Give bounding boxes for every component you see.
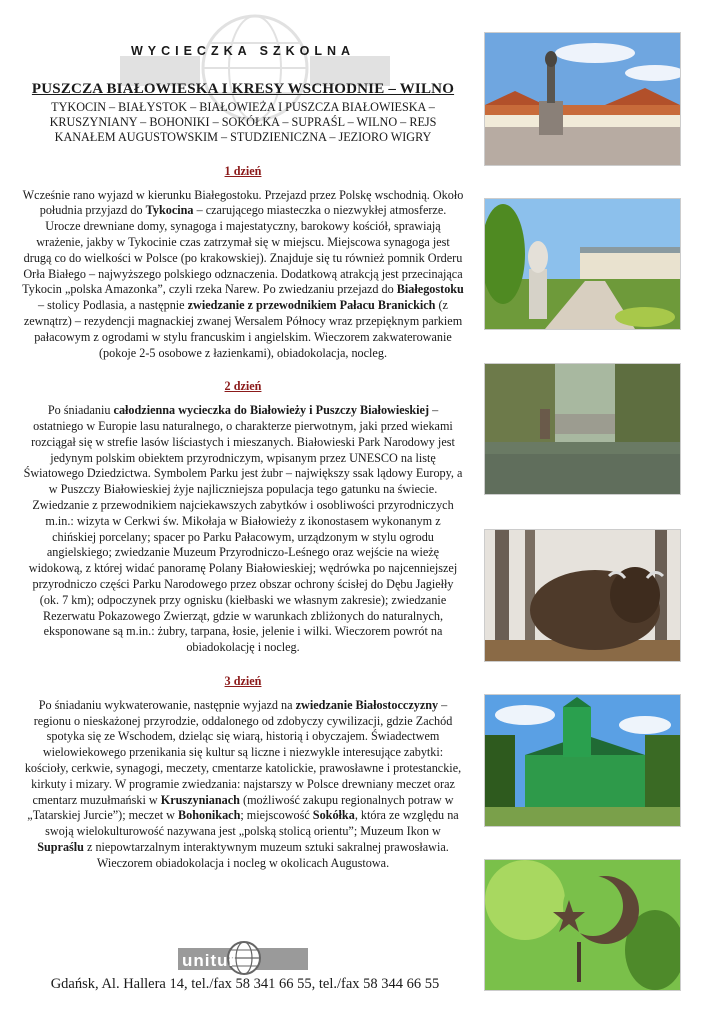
text-run: Po śniadaniu wykwaterowanie, następnie wyjazd na (38, 697, 296, 712)
route-list (22, 100, 464, 146)
photo-wooden-mosque (484, 694, 681, 827)
highlighted-phrase: Bohonikach (178, 808, 241, 823)
route-line: KRUSZYNIANY – BOHONIKI – SOKÓŁKA – SUPRAŚL – WILNO – REJS (49, 115, 437, 129)
text-run: (z zewnątrz) – rezydencji magnackiej zwanej Wersalem Północy wraz przepięknym parkiem pałacowym z ogrodami w stylu francuskim i angielskim. Wieczorem zakwaterowanie (pokoje 2-5 osobowe z łazienkami), obiadokolacja, nocleg. (23, 298, 463, 360)
day-3-text (22, 698, 464, 872)
photo-forest-pond (484, 363, 681, 495)
document-body (22, 38, 464, 871)
highlighted-phrase: zwiedzanie z przewodnikiem Pałacu Branickich (187, 298, 436, 313)
text-run: , która ze względu na swoją wielokulturowość nazywana jest „polską stolicą orientu”; Muzeum Ikon w (45, 808, 459, 839)
photo-palace-garden (484, 198, 681, 330)
text-run: – stolicy Podlasia, a następnie (38, 298, 188, 313)
day-1-text (22, 188, 464, 362)
highlighted-phrase: całodzienna wycieczka do Białowieży i Puszczy Białowieskiej (113, 403, 430, 418)
text-run: – ostatniego w Europie lasu naturalnego, o charakterze pierwotnym, jaki przed wiekami rozciągał się w strefie lasów liściastych i mieszanych. Białowieski Park Narodowy jest jedynym polskim obiektem przyrodniczym, wpisanym przez UNESCO na listę Światowego Dziedzictwa. Symbolem Parku jest żubr – największy ssak lądowy Europy, a w Puszczy Białowieskiej żyje najliczniejsza populacja tego gatunku na świecie. Zwiedzanie z przewodnikiem najciekawszych zabytków i osobliwości przyrodniczych m.in.: wizyta w Cerkwi św. Mikołaja w Białowieży z ikonostasem wykonanym z chińskiej porcelany; spacer po Parku Pałacowym, urządzonym w stylu ogrodu angielskiego; zwiedzanie Muzeum Przyrodniczo-Leśnego oraz wejście na wieżę widokową, z której widać panoramę Polany Białowieskiej; wędrówka po najcenniejszej przyrodniczo części Parku Narodowego przez obszar ochrony ścisłej do Dębu Jagiełły (ok. 7 km); odpoczynek przy ognisku (kiełbaski we własnym zakresie); zwiedzanie Rezerwatu Pokazowego Zwierząt, gdzie w warunkach zbliżonych do naturalnych, eksponowane są m.in.: żubry, tarpana, łosie, jelenie i wilki. Wieczorem powrót na obiadokolację i nocleg. (23, 403, 463, 655)
highlighted-phrase: Kruszynianach (160, 792, 240, 807)
highlighted-phrase: Białegostoku (396, 282, 464, 297)
highlighted-phrase: Sokółka (312, 808, 355, 823)
day-1-heading: 1 dzień (224, 163, 262, 178)
text-run: ; miejscowość (240, 808, 313, 823)
document-title: PUSZCZA BIAŁOWIESKA I KRESY WSCHODNIE – WILNO (31, 80, 455, 97)
text-run: (możliwość zakupu regionalnych potraw w „Tatarskiej Jurcie”); meczet w (27, 792, 454, 823)
photo-tykocin-square (484, 32, 681, 166)
text-run: – regionu o nieskażonej przyrodzie, oddalonego od zdobyczy cywilizacji, gdzie Zachód spotyka się ze Wschodem, dzieląc się wiarą, historią i obyczajem. Świadectwem wielowiekowego przenikania się kultur są liczne i niezwykle interesujące zabytki: kościoły, cerkwie, synagogi, meczety, cmentarze katolickie, prawosławne i protestanckie, kirkuty i mizary. W programie zwiedzania: najstarszy w Polsce drewniany meczet oraz cmentarz muzułmański w (24, 697, 462, 807)
day-2-heading: 2 dzień (224, 379, 262, 394)
unitur-logo (178, 938, 308, 976)
logo-text: unitur (182, 951, 237, 970)
day-2-text (22, 403, 464, 656)
route-line: KANAŁEM AUGUSTOWSKIM – STUDZIENICZNA – JEZIORO WIGRY (54, 130, 432, 145)
text-run: z niepowtarzalnym interaktywnym muzeum sztuki sakralnej prawosławia. Wieczorem obiadokolacja i nocleg w okolicach Augustowa. (83, 839, 449, 870)
footer-address: Gdańsk, Al. Hallera 14, tel./fax 58 341 66 55, tel./fax 58 344 66 55 (50, 976, 440, 992)
highlighted-phrase: zwiedzanie Białostocczyzny (295, 697, 439, 712)
day-3-heading: 3 dzień (224, 673, 262, 688)
photo-crescent-star (484, 859, 681, 991)
route-line: TYKOCIN – BIAŁYSTOK – BIAŁOWIEŻA I PUSZCZA BIAŁOWIESKA – (51, 99, 435, 114)
text-run: Wcześnie rano wyjazd w kierunku Białegostoku. Przejazd przez Polskę wschodnią. Około południa przyjazd do (22, 187, 464, 218)
highlighted-phrase: Supraślu (37, 839, 84, 854)
highlighted-phrase: Tykocina (145, 203, 194, 218)
photo-bison (484, 529, 681, 662)
text-run: – czarującego miasteczka o niezwykłej atmosferze. Urocze drewniane domy, synagoga i majestatyczny, barokowy kościół, sprawiają wrażenie, jakby w Tykocinie czas zatrzymał się w miejscu. Miejscowa synagoga jest drugą co do wielkości w Polsce (po krakowskiej). Znajduje się tu również pomnik Orderu Orła Białego – najwyższego polskiego odznaczenia. Dodatkową atrakcją jest przecinająca Tykocin „polska Amazonka”, czyli rzeka Narew. Po zwiedzaniu przejazd do (22, 203, 463, 297)
document-kicker: WYCIECZKA SZKOLNA (130, 44, 356, 58)
text-run: Po śniadaniu (47, 403, 114, 418)
